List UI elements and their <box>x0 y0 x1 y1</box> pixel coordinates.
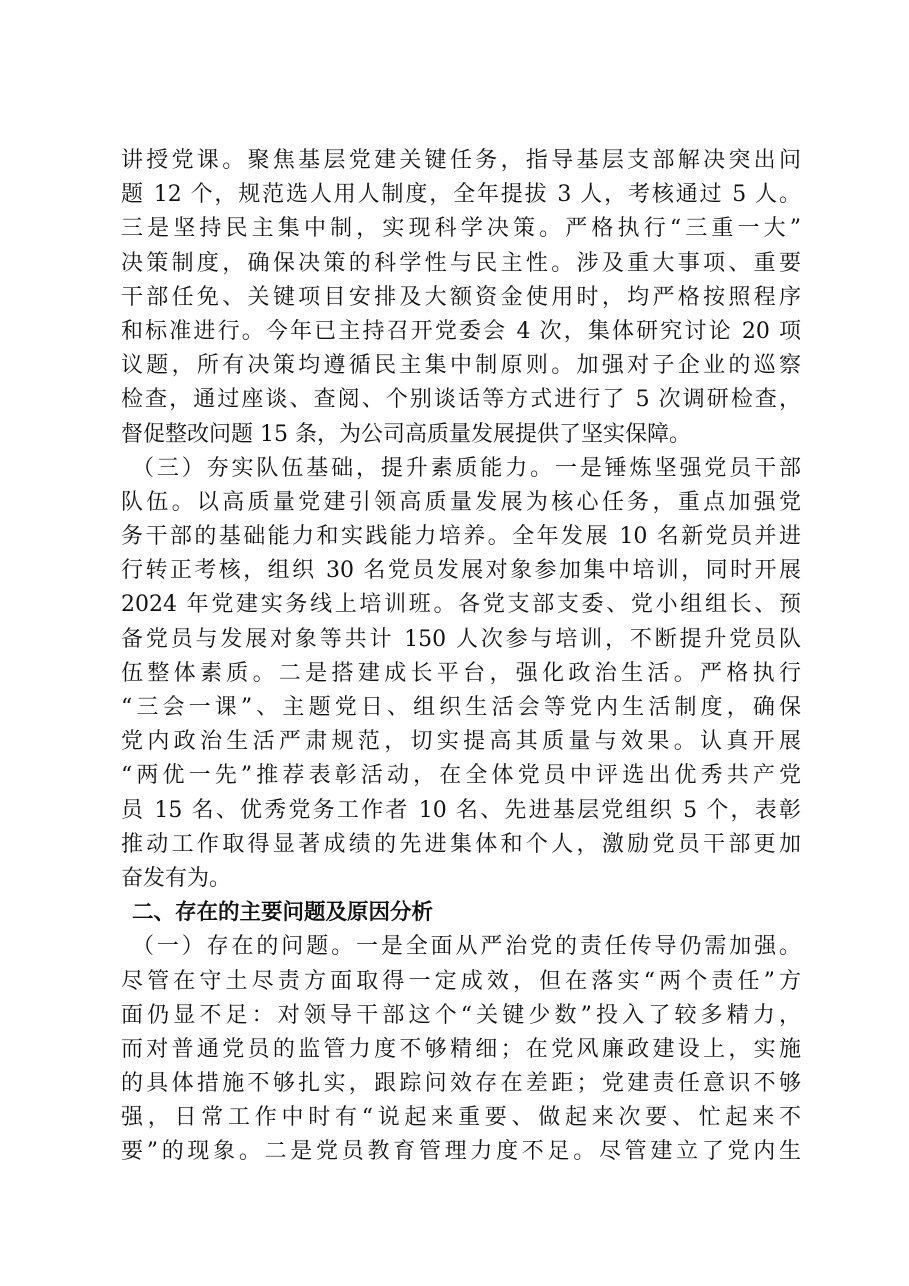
text-line: “三会一课”、主题党日、组织生活会等党内生活制度，确保 <box>121 695 801 720</box>
text-line: 行转正考核，组织 30 名党员发展对象参加集中培训，同时开展 <box>121 558 801 584</box>
text-line: 议题，所有决策均遵循民主集中制原则。加强对子企业的巡察 <box>121 353 801 379</box>
paragraph-last-line: 督促整改问题 15 条，为公司高质量发展提供了坚实保障。 <box>121 421 691 447</box>
text-line: 员 15 名、优秀党务工作者 10 名、先进基层党组织 5 个，表彰 <box>121 797 801 823</box>
text-line: 务干部的基础能力和实践能力培养。全年发展 10 名新党员并进 <box>121 524 801 550</box>
section-heading-line: （三）夯实队伍基础，提升素质能力。一是锤炼坚强党员干部 <box>132 455 801 481</box>
text-line: 强，日常工作中时有“说起来重要、做起来次要、忙起来不 <box>121 1105 801 1131</box>
paragraph-last-line: 奋发有为。 <box>121 865 232 891</box>
text-line: 队伍。以高质量党建引领高质量发展为核心任务，重点加强党 <box>121 489 801 515</box>
text-line: 伍整体素质。二是搭建成长平台，强化政治生活。严格执行 <box>121 660 801 686</box>
text-line: 决策制度，确保决策的科学性与民主性。涉及重大事项、重要 <box>121 250 801 276</box>
text-line: 三是坚持民主集中制，实现科学决策。严格执行“三重一大” <box>121 216 801 242</box>
document-page <box>121 144 801 1170</box>
text-line: 题 12 个，规范选人用人制度，全年提拔 3 人，考核通过 5 人。 <box>121 182 801 208</box>
text-line: 备党员与发展对象等共计 150 人次参与培训，不断提升党员队 <box>121 626 801 652</box>
text-line: 面仍显不足：对领导干部这个“关键少数”投入了较多精力， <box>121 1002 801 1028</box>
text-line: 尽管在守土尽责方面取得一定成效，但在落实“两个责任”方 <box>121 968 801 994</box>
text-line: 党内政治生活严肃规范，切实提高其质量与效果。认真开展 <box>121 729 801 755</box>
text-line: 检查，通过座谈、查阅、个别谈话等方式进行了 5 次调研检查， <box>121 387 801 413</box>
text-line: 2024 年党建实务线上培训班。各党支部支委、党小组组长、预 <box>121 592 801 618</box>
chapter-heading: 二、存在的主要问题及原因分析 <box>132 900 434 926</box>
section-heading-line: （一）存在的问题。一是全面从严治党的责任传导仍需加强。 <box>132 934 801 960</box>
text-line: 要”的现象。二是党员教育管理力度不足。尽管建立了党内生 <box>121 1139 801 1165</box>
text-line: 而对普通党员的监管力度不够精细；在党风廉政建设上，实施 <box>121 1036 801 1062</box>
text-line: 推动工作取得显著成绩的先进集体和个人，激励党员干部更加 <box>121 831 801 857</box>
text-line: 干部任免、关键项目安排及大额资金使用时，均严格按照程序 <box>121 284 801 310</box>
text-line: “两优一先”推荐表彰活动，在全体党员中评选出优秀共产党 <box>121 763 801 789</box>
text-line: 讲授党课。聚焦基层党建关键任务，指导基层支部解决突出问 <box>121 148 801 173</box>
text-line: 的具体措施不够扎实，跟踪问效存在差距；党建责任意识不够 <box>121 1071 801 1097</box>
text-line: 和标准进行。今年已主持召开党委会 4 次，集体研究讨论 20 项 <box>121 318 801 344</box>
